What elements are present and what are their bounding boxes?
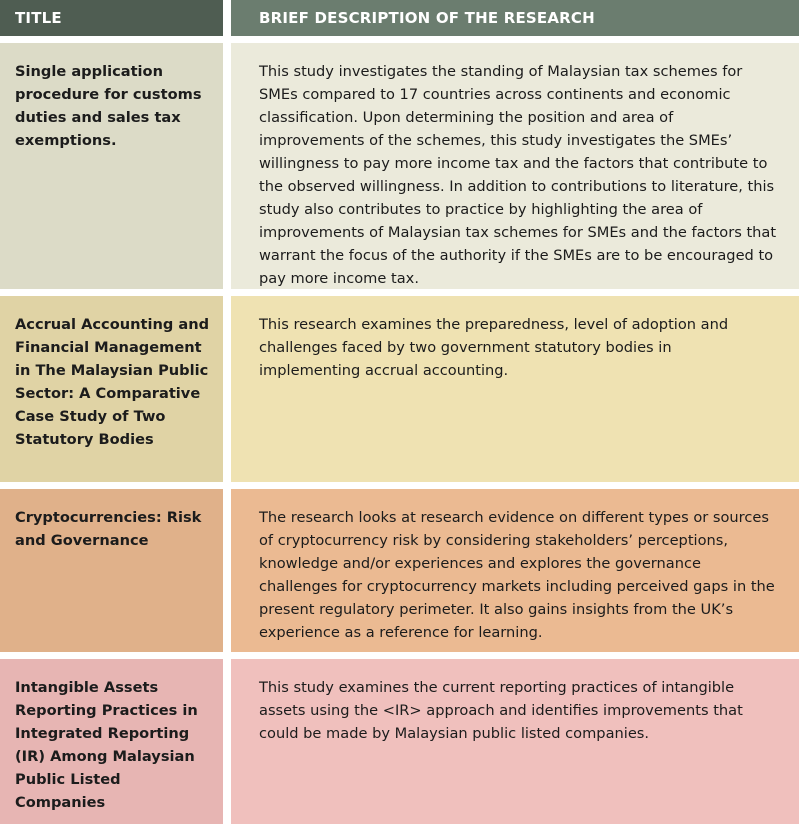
header-title-column: TITLE (0, 0, 223, 36)
row-1-description: This study investigates the standing of Malaysian tax schemes for SMEs compared to 17 countries across continents and economic classification. Upon determining the position and area of improvements of the schemes, this study investigates the SMEs’ willingness to pay more income tax and the factors that contribute to the observed willingness. In addition to contributions to literature, this study also contributes to practice by highlighting the area of improvements of Malaysian tax schemes for SMEs and the factors that warrant the focus of the authority if the SMEs are to be encouraged to pay more income tax. (231, 43, 799, 289)
row-2-title: Accrual Accounting and Financial Management in The Malaysian Public Sector: A Comparative Case Study of Two Statutory Bodies (0, 296, 223, 482)
header-description-column: BRIEF DESCRIPTION OF THE RESEARCH (231, 0, 799, 36)
row-4-description: This study examines the current reporting practices of intangible assets using the <IR> approach and identifies improvements that could be made by Malaysian public listed companies. (231, 659, 799, 824)
row-2-description: This research examines the preparedness, level of adoption and challenges faced by two government statutory bodies in implementing accrual accounting. (231, 296, 799, 482)
row-3-description: The research looks at research evidence on different types or sources of cryptocurrency risk by considering stakeholders’ perceptions, knowledge and/or experiences and explores the governance challenges for cryptocurrency markets including perceived gaps in the present regulatory perimeter. It also gains insights from the UK’s experience as a reference for learning. (231, 489, 799, 652)
row-1-title: Single application procedure for customs duties and sales tax exemptions. (0, 43, 223, 289)
row-4-title: Intangible Assets Reporting Practices in Integrated Reporting (IR) Among Malaysian Public Listed Companies (0, 659, 223, 824)
row-3-title: Cryptocurrencies: Risk and Governance (0, 489, 223, 652)
